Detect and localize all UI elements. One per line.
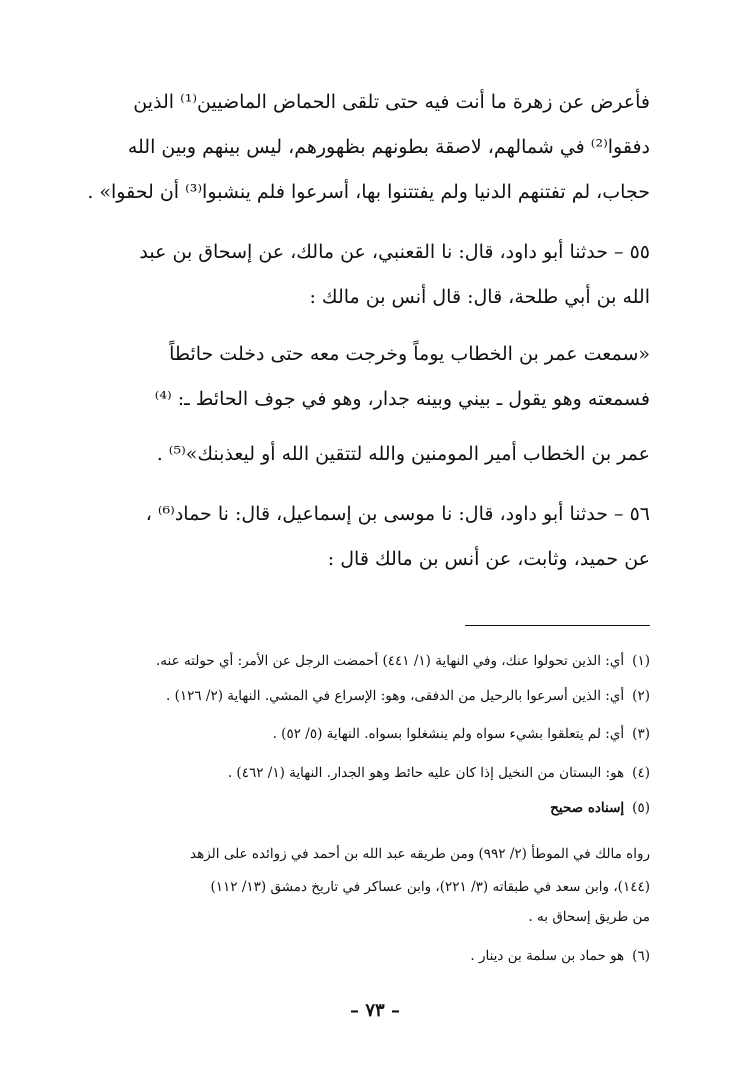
hadith-56-line-1: ٥٦ – حدثنا أبو داود، قال: نا موسى بن إسماعيل، قال: نا حماد⁽⁶⁾ ، (145, 503, 650, 525)
footnote-5-body-line-1: رواه مالك في الموطأ (٢/ ٩٩٢) ومن طريقه عبد الله بن أحمد في زوائده على الزهد (190, 846, 650, 862)
footnote-2-text: أي: الذين أسرعوا بالرحيل من الدفقى، وهو: الإسراع في المشي. النهاية (٢/ ١٢٦) . (165, 688, 625, 704)
footnote-5 (80, 797, 650, 819)
footnote-5-body-line-3: من طريق إسحاق به . (528, 909, 650, 925)
footnote-5-body-line-2: (١٤٤)، وابن سعد في طبقاته (٣/ ٢٢١)، وابن عساكر في تاريخ دمشق (١٣/ ١١٢) (210, 879, 650, 895)
main-text-line-1: فأعرض عن زهرة ما أنت فيه حتى تلقى الحماض الماضيين⁽¹⁾ الذين (133, 91, 650, 113)
quote-line-3: عمر بن الخطاب أمير المومنين والله لتتقين الله أو ليعذبنك»⁽⁵⁾ . (156, 443, 650, 465)
footnote-2 (80, 685, 650, 707)
footnote-3-number: (٣) (632, 726, 650, 742)
footnote-1-text: أي: الذين تحولوا عنك، وفي النهاية (١/ ٤٤١) أحمضت الرجل عن الأمر: أي حولته عنه. (156, 653, 625, 669)
quote-line-2: فسمعته وهو يقول ـ بيني وبينه جدار، وهو في جوف الحائط ـ: ⁽⁴⁾ (154, 388, 650, 410)
footnote-separator (465, 625, 650, 626)
hadith-56-line-2: عن حميد، وثابت، عن أنس بن مالك قال : (327, 548, 650, 570)
footnote-2-number: (٢) (632, 688, 650, 704)
footnote-6-text: هو حماد بن سلمة بن دينار . (470, 948, 625, 964)
page-number: – ٧٣ – (350, 1000, 400, 1021)
footnote-6-number: (٦) (632, 948, 650, 964)
main-text-line-2: دفقوا⁽²⁾ في شمالهم، لاصقة بطونهم بظهورهم، ليس بينهم وبين الله (127, 136, 650, 158)
footnote-1 (80, 650, 650, 672)
footnote-3-text: أي: لم يتعلقوا بشيء سواه ولم ينشغلوا بسواه. النهاية (٥/ ٥٢) . (272, 726, 625, 742)
footnote-5-label: إسناده صحيح (550, 800, 625, 816)
hadith-55-line-1: ٥٥ – حدثنا أبو داود، قال: نا القعنبي، عن مالك، عن إسحاق بن عبد (139, 241, 650, 263)
footnote-4-number: (٤) (632, 765, 650, 781)
footnote-4 (80, 762, 650, 784)
footnote-1-number: (١) (632, 653, 650, 669)
hadith-55-line-2: الله بن أبي طلحة، قال: قال أنس بن مالك : (309, 286, 650, 308)
footnote-4-text: هو: البستان من النخيل إذا كان عليه حائط وهو الجدار. النهاية (١/ ٤٦٢) . (227, 765, 625, 781)
main-text-line-3: حجاب، لم تفتنهم الدنيا ولم يفتتنوا بها، أسرعوا فلم ينشبوا⁽³⁾ أن لحقوا» . (87, 181, 650, 203)
footnote-5-number: (٥) (632, 800, 650, 816)
quote-line-1: «سمعت عمر بن الخطاب يوماً وخرجت معه حتى دخلت حائطاً (169, 343, 650, 365)
footnote-6 (80, 945, 650, 967)
footnote-3 (80, 723, 650, 745)
